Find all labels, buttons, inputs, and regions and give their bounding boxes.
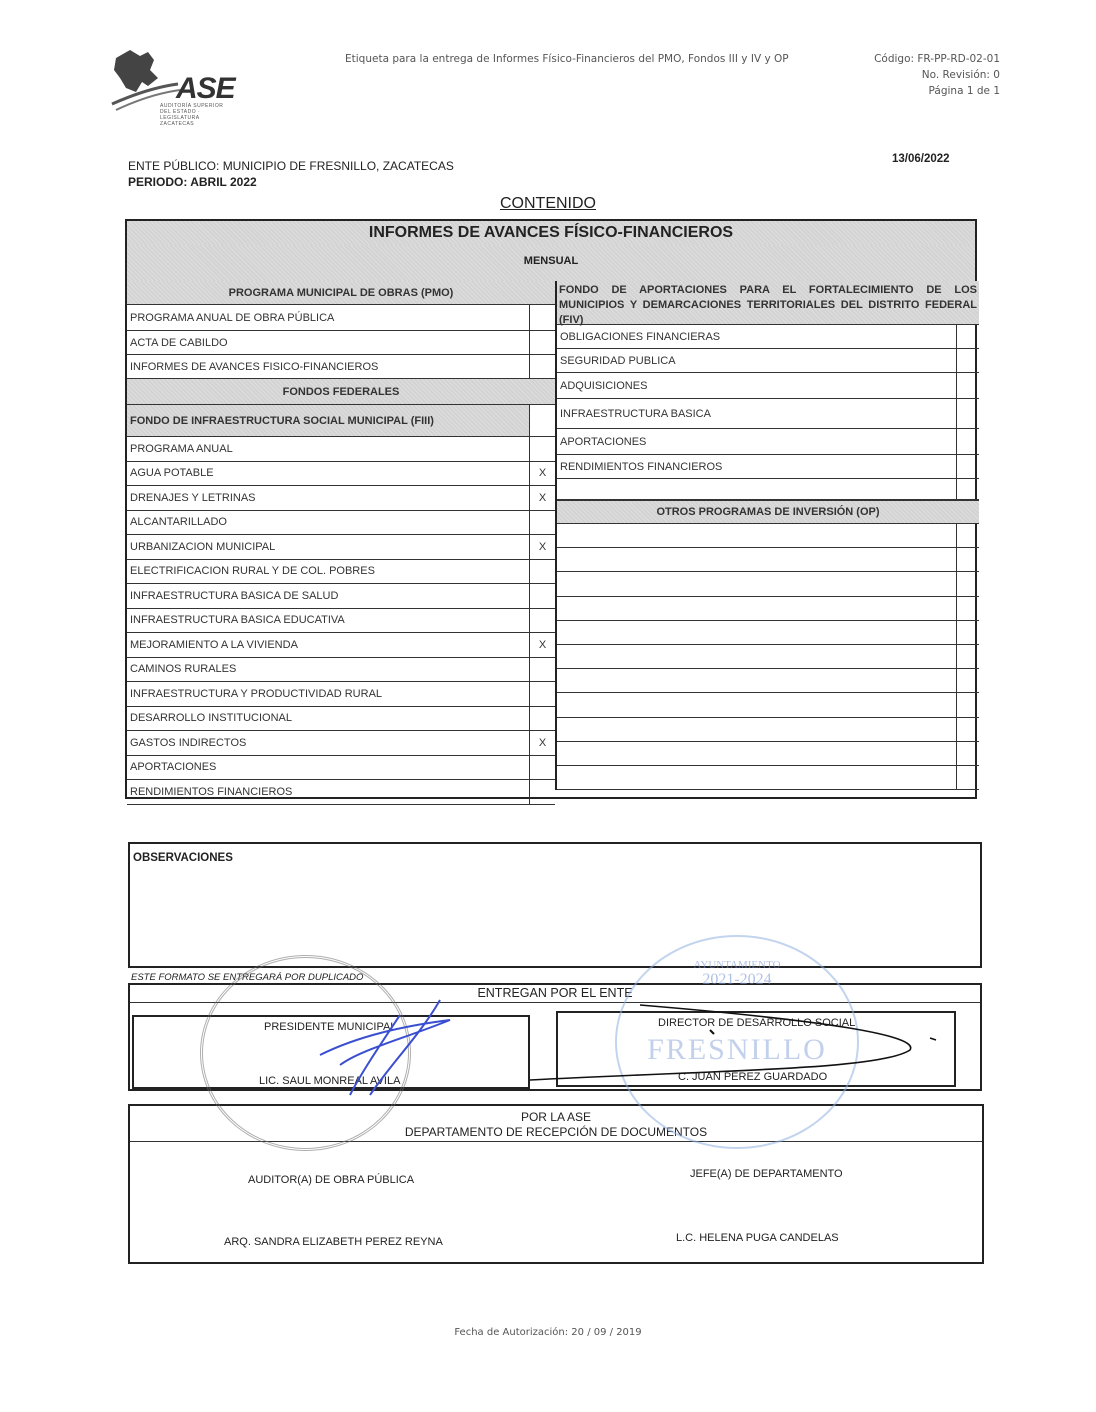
op-row bbox=[557, 766, 979, 790]
fiv-label: RENDIMIENTOS FINANCIEROS bbox=[557, 455, 957, 478]
op-row bbox=[557, 572, 979, 596]
fiii-label: RENDIMIENTOS FINANCIEROS bbox=[127, 780, 530, 804]
op-list bbox=[557, 524, 979, 790]
fiv-checkbox[interactable] bbox=[957, 429, 979, 454]
presidente-role: PRESIDENTE MUNICIPAL bbox=[264, 1021, 397, 1033]
fiii-row bbox=[127, 437, 555, 462]
fiv-label: SEGURIDAD PUBLICA bbox=[557, 349, 957, 372]
fiii-checkbox[interactable] bbox=[530, 437, 555, 461]
fiii-row bbox=[127, 731, 555, 756]
op-row bbox=[557, 693, 979, 717]
fiii-label: AGUA POTABLE bbox=[127, 462, 530, 486]
fiii-row bbox=[127, 633, 555, 658]
fiv-checkbox[interactable] bbox=[957, 479, 979, 499]
op-label bbox=[557, 669, 957, 692]
op-row bbox=[557, 524, 979, 548]
op-row bbox=[557, 669, 979, 693]
op-checkbox[interactable] bbox=[957, 742, 979, 765]
op-checkbox[interactable] bbox=[957, 524, 979, 547]
fiii-checkbox[interactable] bbox=[530, 658, 555, 682]
op-row bbox=[557, 718, 979, 742]
informes-table bbox=[125, 219, 977, 799]
fiii-row bbox=[127, 560, 555, 585]
periodo: PERIODO: ABRIL 2022 bbox=[128, 175, 257, 189]
pmo-list bbox=[127, 305, 555, 379]
fiii-checkbox[interactable] bbox=[530, 560, 555, 584]
jefe-name: L.C. HELENA PUGA CANDELAS bbox=[676, 1232, 839, 1244]
fiii-row bbox=[127, 462, 555, 487]
presidente-signature-icon bbox=[280, 995, 460, 1100]
jefe-role: JEFE(A) DE DEPARTAMENTO bbox=[690, 1168, 843, 1180]
pmo-checkbox[interactable] bbox=[530, 305, 555, 330]
logo-subtitle: AUDITORÍA SUPERIOR DEL ESTADO · LEGISLATURA ZACATECAS bbox=[160, 103, 224, 127]
fiv-row bbox=[557, 325, 979, 349]
op-row bbox=[557, 742, 979, 766]
observaciones-box[interactable] bbox=[128, 842, 982, 968]
op-checkbox[interactable] bbox=[957, 766, 979, 789]
fiii-checkbox[interactable] bbox=[530, 609, 555, 633]
fiii-checkbox[interactable] bbox=[530, 682, 555, 706]
observaciones-label: OBSERVACIONES bbox=[133, 852, 233, 864]
op-label bbox=[557, 524, 957, 547]
ente-publico: ENTE PÚBLICO: MUNICIPIO DE FRESNILLO, ZACATECAS bbox=[128, 159, 454, 173]
fiii-label: DESARROLLO INSTITUCIONAL bbox=[127, 707, 530, 731]
fiv-checkbox[interactable] bbox=[957, 455, 979, 478]
op-label bbox=[557, 572, 957, 595]
fiii-checkbox[interactable]: X bbox=[538, 491, 547, 504]
fiv-label: APORTACIONES bbox=[557, 429, 957, 454]
fiii-label: INFRAESTRUCTURA Y PRODUCTIVIDAD RURAL bbox=[127, 682, 530, 706]
fiii-label: INFRAESTRUCTURA BASICA EDUCATIVA bbox=[127, 609, 530, 633]
fiii-checkbox[interactable] bbox=[530, 780, 555, 804]
form-page: Página 1 de 1 bbox=[928, 85, 1000, 97]
fiii-header-label: FONDO DE INFRAESTRUCTURA SOCIAL MUNICIPAL (FIII) bbox=[127, 405, 530, 436]
fecha-autorizacion: Fecha de Autorización: 20 / 09 / 2019 bbox=[454, 1327, 642, 1338]
fiii-label: MEJORAMIENTO A LA VIVIENDA bbox=[127, 633, 530, 657]
pmo-label: INFORMES DE AVANCES FISICO-FINANCIEROS bbox=[127, 355, 530, 378]
op-checkbox[interactable] bbox=[957, 621, 979, 644]
fiv-label bbox=[557, 479, 957, 499]
auditor-role: AUDITOR(A) DE OBRA PÚBLICA bbox=[248, 1174, 415, 1186]
fiii-label: INFRAESTRUCTURA BASICA DE SALUD bbox=[127, 584, 530, 608]
pmo-row bbox=[127, 355, 555, 379]
stamp-line-3: FRESNILLO bbox=[647, 1033, 827, 1066]
op-row bbox=[557, 597, 979, 621]
form-title: Etiqueta para la entrega de Informes Físico-Financieros del PMO, Fondos III y IV y OP bbox=[345, 53, 789, 65]
op-checkbox[interactable] bbox=[957, 693, 979, 716]
fiii-label: URBANIZACION MUNICIPAL bbox=[127, 535, 530, 559]
presidente-name: LIC. SAUL MONREAL AVILA bbox=[259, 1075, 401, 1087]
op-label bbox=[557, 597, 957, 620]
op-checkbox[interactable] bbox=[957, 669, 979, 692]
fiv-row bbox=[557, 373, 979, 399]
fiii-label: CAMINOS RURALES bbox=[127, 658, 530, 682]
fiv-row bbox=[557, 399, 979, 429]
op-label bbox=[557, 766, 957, 789]
contenido-heading: CONTENIDO bbox=[500, 195, 596, 212]
fiii-row bbox=[127, 756, 555, 781]
op-label bbox=[557, 548, 957, 571]
director-signature-icon bbox=[520, 1000, 940, 1090]
director-role: DIRECTOR DE DESARROLLO SOCIAL bbox=[658, 1017, 856, 1029]
pmo-checkbox[interactable] bbox=[530, 355, 555, 378]
fiv-row bbox=[557, 479, 979, 500]
fiii-label: APORTACIONES bbox=[127, 756, 530, 780]
stamp-line-1: AYUNTAMIENTO bbox=[693, 959, 781, 971]
fiv-row bbox=[557, 429, 979, 455]
fiii-checkbox[interactable] bbox=[530, 584, 555, 608]
por-ase-title-2: DEPARTAMENTO DE RECEPCIÓN DE DOCUMENTOS bbox=[404, 1125, 708, 1139]
fiii-checkbox[interactable] bbox=[530, 511, 555, 535]
pmo-label: ACTA DE CABILDO bbox=[127, 331, 530, 354]
fiii-row bbox=[127, 780, 555, 805]
document-date: 13/06/2022 bbox=[892, 153, 950, 165]
fiv-label: ADQUISICIONES bbox=[557, 373, 957, 398]
op-label bbox=[557, 621, 957, 644]
fiv-row bbox=[557, 349, 979, 373]
table-title: INFORMES DE AVANCES FÍSICO-FINANCIEROS bbox=[127, 221, 975, 247]
op-label bbox=[557, 718, 957, 741]
fiii-row bbox=[127, 609, 555, 634]
fiii-label: ALCANTARILLADO bbox=[127, 511, 530, 535]
table-frequency: MENSUAL bbox=[127, 245, 975, 283]
fiii-row bbox=[127, 511, 555, 536]
op-row bbox=[557, 548, 979, 572]
op-row bbox=[557, 645, 979, 669]
director-name: C. JUAN PÉREZ GUARDADO bbox=[678, 1071, 828, 1083]
op-checkbox[interactable] bbox=[957, 718, 979, 741]
fiv-label: INFRAESTRUCTURA BASICA bbox=[557, 399, 957, 428]
pmo-label: PROGRAMA ANUAL DE OBRA PÚBLICA bbox=[127, 305, 530, 330]
stamp-line-2: 2021-2024 bbox=[702, 971, 772, 988]
fiv-row bbox=[557, 455, 979, 479]
fiii-row bbox=[127, 535, 555, 560]
fiv-checkbox[interactable] bbox=[957, 373, 979, 398]
fiii-label: PROGRAMA ANUAL bbox=[127, 437, 530, 461]
fiii-checkbox[interactable] bbox=[530, 707, 555, 731]
fiii-row bbox=[127, 486, 555, 511]
fiii-checkbox[interactable]: X bbox=[538, 638, 547, 651]
left-column bbox=[127, 281, 555, 805]
op-label bbox=[557, 645, 957, 668]
duplicado-note: ESTE FORMATO SE ENTREGARÁ POR DUPLICADO bbox=[131, 972, 364, 983]
op-row bbox=[557, 621, 979, 645]
fiii-row bbox=[127, 658, 555, 683]
fiii-label: ELECTRIFICACION RURAL Y DE COL. POBRES bbox=[127, 560, 530, 584]
op-checkbox[interactable] bbox=[957, 572, 979, 595]
op-checkbox[interactable] bbox=[957, 597, 979, 620]
fondos-federales-header: FONDOS FEDERALES bbox=[127, 379, 555, 405]
pmo-row bbox=[127, 331, 555, 355]
pmo-checkbox[interactable] bbox=[530, 331, 555, 354]
logo-text: ASE bbox=[176, 72, 235, 105]
fiii-checkbox[interactable] bbox=[530, 756, 555, 780]
pmo-row bbox=[127, 305, 555, 331]
fiii-row bbox=[127, 707, 555, 732]
fiv-checkbox[interactable] bbox=[957, 325, 979, 348]
op-label bbox=[557, 693, 957, 716]
fiii-label: GASTOS INDIRECTOS bbox=[127, 731, 530, 755]
fiii-row bbox=[127, 584, 555, 609]
fiv-list bbox=[557, 325, 979, 500]
fiv-label: OBLIGACIONES FINANCIERAS bbox=[557, 325, 957, 348]
op-header: OTROS PROGRAMAS DE INVERSIÓN (OP) bbox=[557, 500, 979, 524]
right-column bbox=[555, 281, 979, 790]
op-checkbox[interactable] bbox=[957, 548, 979, 571]
form-code-block bbox=[874, 51, 1000, 99]
fiii-checkbox[interactable]: X bbox=[538, 540, 547, 553]
fiii-checkbox[interactable]: X bbox=[538, 736, 547, 749]
form-revision: No. Revisión: 0 bbox=[921, 69, 1000, 81]
fiii-header-check bbox=[530, 405, 555, 436]
meta-block bbox=[128, 158, 454, 190]
fiii-list bbox=[127, 437, 555, 805]
fiii-header bbox=[127, 405, 555, 437]
fiii-label: DRENAJES Y LETRINAS bbox=[127, 486, 530, 510]
fiv-checkbox[interactable] bbox=[957, 349, 979, 372]
fiii-row bbox=[127, 682, 555, 707]
form-code: Código: FR-PP-RD-02-01 bbox=[874, 53, 1000, 65]
fiv-header: FONDO DE APORTACIONES PARA EL FORTALECIMIENTO DE LOS MUNICIPIOS Y DEMARCACIONES TERRITORIALES DEL DISTRITO FEDERAL (FIV) bbox=[557, 281, 979, 325]
op-checkbox[interactable] bbox=[957, 645, 979, 668]
fiii-checkbox[interactable]: X bbox=[538, 467, 547, 480]
fiv-checkbox[interactable] bbox=[957, 399, 979, 428]
entrega-ente-title: ENTREGAN POR EL ENTE bbox=[130, 985, 980, 1003]
pmo-header: PROGRAMA MUNICIPAL DE OBRAS (PMO) bbox=[127, 281, 555, 305]
op-label bbox=[557, 742, 957, 765]
por-ase-title-1: POR LA ASE bbox=[520, 1110, 592, 1124]
auditor-name: ARQ. SANDRA ELIZABETH PEREZ REYNA bbox=[224, 1236, 443, 1248]
